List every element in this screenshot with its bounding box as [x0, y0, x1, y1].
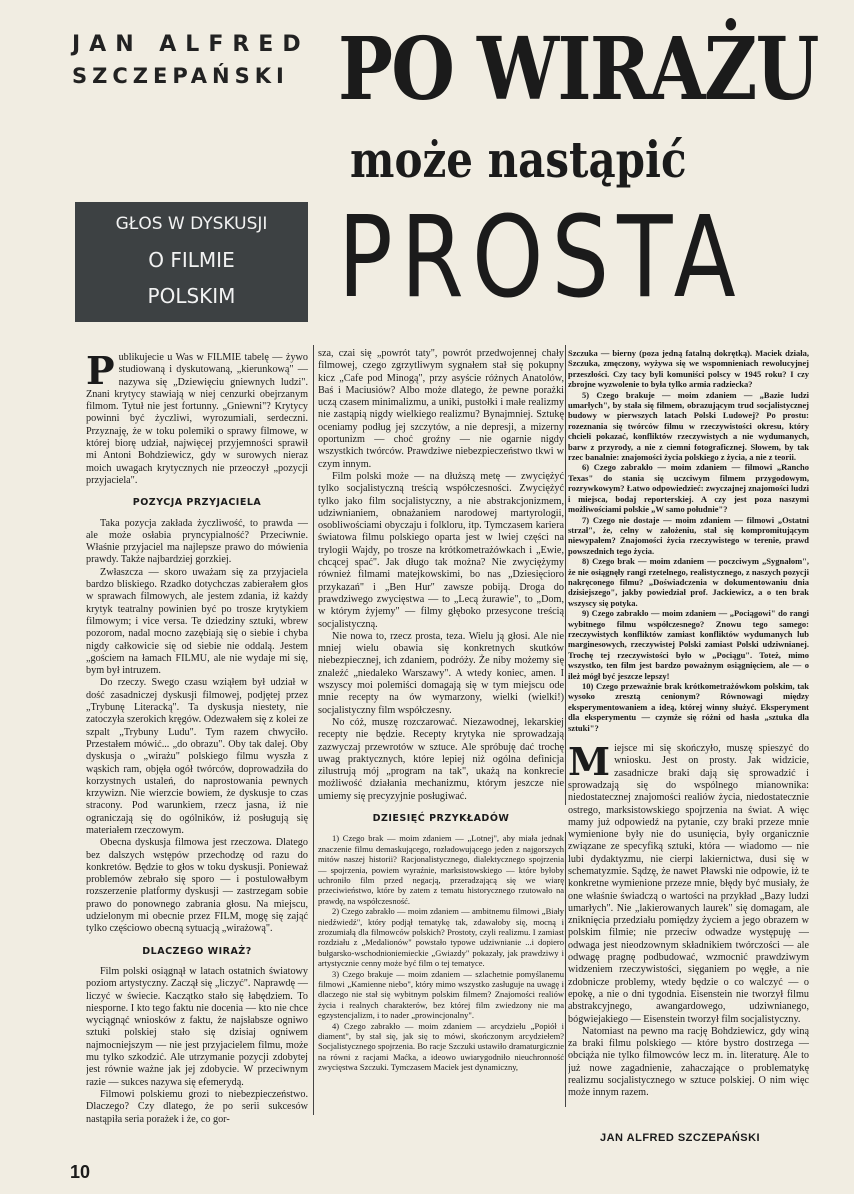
- discussion-label-line-1: GŁOS W DYSKUSJI: [115, 214, 268, 234]
- author-name: [72, 30, 312, 92]
- column-rule-2: [565, 345, 566, 805]
- headline-line-1: PO WIRAŻU: [338, 19, 818, 120]
- section-heading: DZIESIĘĆ PRZYKŁADÓW: [372, 812, 510, 824]
- numbered-item: 2) Czego zabrakło — moim zdaniem — ambitnemu filmowi „Biały niedźwiedź", który podjął tematykę tak, zdawałoby się, mocną i zrozumiałą dla filmowców polskich? Prostoty, czyli realizmu. I zamiast rozdziału z „Medalionów" powstało typowe udziwnianie ...i dopiero bułgarsko-wschodnioniemieckie „Gwiazdy" pokazały, jak prawdziwy i artystycznie cenny może być film o tej tematyce.: [318, 906, 564, 969]
- discussion-label-box: [75, 202, 308, 322]
- headline-line-3: PROSTA: [338, 193, 744, 323]
- column-rule-3: [565, 832, 566, 1107]
- page-number: 10: [70, 1162, 91, 1182]
- paragraph: No cóż, muszę rozczarować. Niezawodnej, lekarskiej recepty nie będzie. Recepty krytyka nie sprowadzają zazwyczaj przewrotów w sztuce. Ale spróbuję dać trochę uwag praktycznych, które lepiej niż ogólna definicja zilustrują mój „program na tak", ukażą na konkrecie możliwość działania mechanizmu, którym jeszcze nie umiemy się precyzyjnie posługiwać.: [318, 716, 564, 802]
- paragraph: Nie nowa to, rzecz prosta, teza. Wielu ją głosi. Ale nie mniej wielu obawia się konkretnych skutków niebezpiecznej, ich zdaniem, podróży. Że niby możemy się znaleźć „niedaleko Warszawy". A wtedy koniec, amen. I wszyscy moi polemiści domagają się w tym miejscu ode mnie recepty na ów wymarzony, wielki (wielki!) socjalistyczny film współczesny.: [318, 630, 564, 716]
- author-line-1: JAN ALFRED: [72, 32, 310, 57]
- numbered-item: 3) Czego brakuje — moim zdaniem — szlachetnie pomyślanemu filmowi „Kamienne niebo", który mimo wszystko zasługuje na uwagę i dlaczego nie stał się wybitnym polskim filmem? Znajomości realiów życia i realnych charakterów, bez której film zwiedzony nie ma egzystencjalizm, i to nader „prowincjonalny".: [318, 968, 564, 1021]
- drop-cap: M: [568, 739, 611, 785]
- paragraph: Film polski może — na dłuższą metę — zwyciężyć tylko socjalistyczną treścią współczesności. Zwyciężyć tylko jako film socjalistyczny, a nie abstrakcjonizmem, udziwnianiem, obnażaniem narodowej martyrologii, osobliwościami obyczaju i folkloru, itp. Tymczasem kariera światowa filmu polskiego oparta jest w lwiej części na trylogii Wajdy, po trosze na krótkometrażówkach i „Ewie, chcącej spać". Jak długo tak można? Nie zwyciężymy również filmami matejkowskimi, bo nas „Dziesięcioro przykazań" i „Ben Hur" zawsze pobiją. Droga do prawdziwego zwycięstwa — to „Lecą żurawie", to „Dom, w którym żyjemy" — filmy głęboko przesycone treścią socjalistyczną.: [318, 470, 564, 630]
- headline-line-2: może nastąpić: [350, 130, 687, 189]
- paragraph: sza, czai się „powrót taty", powrót przedwojennej chały filmowej, czego zgrzytliwym sygnałem stał się pokupny kicz „Cafe pod Minogą", przy asyście różnych Anatolów, Baś i Maciusiów? Albo może dlatego, że pewne porażki uczą czasem minimalizmu, a uniki, pustołki i małe realizmy nie zastąpią nigdy wielkiego realizmu? Bynajmniej. Sztukę oceniamy podług jej szczytów, a nie depresji, a mizerny oportunizm — choć groźny — nie ogarnie nigdy wszystkich twórców. Prawdziwe niebezpieczeństwo tkwi w czym innym.: [318, 348, 564, 470]
- article-column-3: [568, 348, 809, 1148]
- discussion-label-line-3: POLSKIM: [147, 284, 236, 308]
- author-signature: JAN ALFRED SZCZEPAŃSKI: [600, 1132, 761, 1144]
- numbered-item: 9) Czego zabrakło — moim zdaniem — „Pociągowi" do rangi wybitnego filmu współczesnego? Znowu tego samego: rzeczywistych konfliktów zamiast konfliktów wydumanych lub marginesowych, rzeczywistej Polski zamiast Polski udziwnianej. Trochę tej rzeczywistości było w „Pociągu". Toteż, mimo wszystko, ten film jest bardzo poważnym osiągnięciem, ale — o ileż mógł być jeszcze lepszy!: [568, 608, 809, 681]
- numbered-item: 8) Czego brak — moim zdaniem — poczciwym „Sygnałom", że nie osiągnęły rangi rzetelnego, realistycznego, z naszych pozycji nakręconego filmu? „Doświadczenia w dokumentowaniu dnia dzisiejszego", jakby powiedział prof. Jackiewicz, a o ten brak wszyscy się potyka.: [568, 556, 809, 608]
- drop-cap: P: [86, 352, 115, 393]
- section-heading: POZYCJA PRZYJACIELA: [132, 497, 262, 509]
- paragraph: Natomiast na pewno ma rację Bohdziewicz, gdy winą za braki filmu polskiego — które bystro dostrzega — obciąża nie tylko filmowców lecz m. in. literaturę. Ale to już nowe zagadnienie, zahaczające o problematykę realizmu socjalistycznego w sztuce polskiej. O nim więc może innym razem.: [568, 1025, 809, 1099]
- paragraph: Publikujecie u Was w FILMIE tabelę — żywo studiowaną i dyskutowaną, „kierunkową" — nazywa się „Dziewięciu gniewnych ludzi". Znani krytycy stawiają w niej cenzurki obejrzanym filmom. Tytuł nie jest fortunny. „Gniewni"? Krytycy powinni być życzliwi, wyrozumiali, serdeczni. Przyznaję, że w toku polemiki o sprawy filmowe, w której biorę udział, najwięcej przyjemności sprawił mi Antoni Bohdziewicz, gdy w surowych nieraz moich uwagach krytycznych nie przeoczył „pozycji przyjaciela".: [86, 352, 308, 486]
- numbered-item: 5) Czego brakuje — moim zdaniem — „Bazie ludzi umarłych", by stała się filmem, obrazującym trud socjalistycznej budowy w pierwszych latach Polski Ludowej? Po prostu: rozeznania się twórców filmu w rzeczywistości okresu, który chcieli pokazać, konfliktów rzeczywistych a nie wydumanych, barw z przyrody, a nie z ciemni fotograficznej. Słowem, by tak rzec banalnie: znajomości życia polskiego z życia, a nie z teorii.: [568, 389, 809, 463]
- article-column-2: [318, 348, 564, 1156]
- paragraph: Taka pozycja zakłada życzliwość, to prawda — ale może osłabia pryncypialność? Przeciwnie. Właśnie przyjaciel ma najlepsze prawo do mówienia prawdy. Także najbardziej gorzkiej.: [86, 517, 308, 566]
- paragraph: Do rzeczy. Swego czasu wziąłem był udział w dość zasadniczej dyskusji filmowej, podjętej przez „Trybunę Literacką". Ta dyskusja niestety, nie zatoczyła szerokich kręgów. Odezwałem się z kolei ze szpalt „Trybuny Ludu". Tym razem chwyciło. Przestałem mówić... „do obrazu". Oby tak dalej. Oby dyskusja o „wirażu" polskiego filmu wyszła z wąskich ram, objęła ogół twórców, doprowadziła do korzystnych ustaleń, do naprostowania pewnych krzywizn. Nie wierzcie bowiem, że dyskusje to czas stracony. Pod warunkiem, rzecz jasna, iż nie ograniczają się do ogólników, iż posługują się materiałem rzeczowym.: [86, 677, 308, 836]
- numbered-item: 4) Czego zabrakło — moim zdaniem — arcydziełu „Popiół i diament", by stał się, jak się to mówi, skończonym arcydziełem? Socjalistycznego spojrzenia. Bo racje Szczuki ustawiło dramaturgicznie na równi z racjami Maćka, a ideowo uwiarygodniło nieuchronność zwycięstwa Szczuki. Tymczasem Maciek jest dynamiczny,: [318, 1020, 564, 1073]
- paragraph: Film polski osiągnął w latach ostatnich światowy poziom artystyczny. Zaczął się „liczyć". Naprawdę — liczyć w świecie. Kaczątko stało się łabędziem. To niesporne. I kto tego faktu nie docenia — kto nie chce wyciągnąć wniosków z faktu, że najsłabsze ogniwo sztuki polskiej stało się dzisiaj ogniwem najmocniejszym — nie jest przyjacielem filmu, może mu tylko szkodzić. Ale utrzymanie pozycji zdobytej jest równie ważne jak jej zdobycie. W przeciwnym razie — sukces nazywa się efemerydą.: [86, 965, 308, 1088]
- paragraph: Obecna dyskusja filmowa jest rzeczowa. Dlatego bez dalszych wstępów przechodzę od razu do konkretów. Będzie to głos w toku dyskusji. Ponieważ problemów zebrało się sporo — i postulowałbym rozszerzenie platformy dyskusji — zastrzegam sobie prawo do ponownego zabrania głosu. Na miejscu, udzielonym mi obecnie przez FILM, mogę się zająć tylko częściowo obecną sytuacją „wirażową".: [86, 837, 308, 935]
- paragraph: Zwłaszcza — skoro uważam się za przyjaciela bardzo bliskiego. Rzadko dotychczas zabierałem głos w sprawach filmowych, ale jestem zdania, iż każdy krytyk teatralny powinien być po trosze krytykiem filmowym; i vice versa. Te dziedziny sztuki, wbrew pozorom, nadal mocno zazębiają się o siebie i chyba nigdy całkowicie się od siebie nie oddalą. Jestem „gościem na łamach FILMU, ale nie wydaje mi się, bym był intruzem.: [86, 566, 308, 677]
- numbered-item: Szczuka — bierny (poza jedną fatalną dokrętką). Maciek działa, Szczuka, zmęczony, wyżywa się we wspomnieniach rewolucyjnej przeszłości. Czy tacy byli komuniści polscy w 1945 roku? I czy zbrojne wyzwolenie to była tylko armia radziecka?: [568, 348, 809, 390]
- numbered-item: 6) Czego zabrakło — moim zdaniem — filmowi „Rancho Texas" do stania się uczciwym filmem przygodowym, rozrywkowym? Łatwo odpowiedzieć: zwyczajnej znajomości ludzi i miejsca, bodaj reporterskiej. A czy jest poza naszymi możliwościami polskie „W samo południe"?: [568, 462, 809, 515]
- column-rule-1: [313, 345, 314, 1115]
- discussion-label-line-2: O FILMIE: [148, 248, 235, 272]
- section-heading: DLACZEGO WIRAŻ?: [142, 945, 252, 957]
- numbered-item: 7) Czego nie dostaje — moim zdaniem — filmowi „Ostatni strzał", że, celny w założeniu, stał się kompromitującym niewypałem? Znajomości życia rzeczywistego w terenie, prawd powszednich tego życia.: [568, 514, 809, 556]
- paragraph: Miejsce mi się skończyło, muszę spieszyć do wniosku. Jest on prosty. Jak widzicie, zasadnicze braki dają się sprowadzić i sprowadzają się do wspólnego mianownika: niedostatecznej znajomości realiów życia, niedostatecznie ostrego, marksistowskiego spojrzenia na świat. A więc mamy już odpowiedź na pytanie, czy braki przeze mnie wymienione były nie do usunięcia, były organicznie związane ze specyfiką sztuki, która — wiadomo — nie lubi dydaktyzmu, nie cierpi lakiernictwa, dusi się w schematyzmie. Sądzę, że nawet Pławski nie odpowie, iż te konkretne wymienione przeze mnie, błędy być musiały, że one właśnie świadczą o wartości na przykład „Bazy ludzi umarłych". Nie „lakierowanych laurek" się domagam, ale zniknięcia przedziału pomiędzy życiem a jego obrazem w polskim filmie; nie przeciw odwadze występuję — odwaga jest nieodzownym składnikiem twórczości — ale odwagę pragnę podbudować, wzmocnić prawdziwym widzeniem rzeczywistości, sięganiem po węgłe, a nie zdobnicze problemy, wtedy będzie o co walczyć — o epokę, a nie o dni tygodnia. Eisenstein nie tworzył filmu abstrakcyjnego, awangardowego, udziwnianego, bógwiejakiego — Eisenstein tworzył film socjalistyczny.: [568, 739, 809, 1025]
- paragraph: Filmowi polskiemu grozi to niebezpieczeństwo. Dlaczego? Czy dlatego, że po serii sukcesów nastąpiła seria porażek i że, co gor-: [86, 1088, 308, 1125]
- numbered-item: 10) Czego przeważnie brak krótkometrażówkom polskim, tak wysoko zresztą cenionym? Równowagi między eksperymentowaniem a ideą, której winny służyć. Eksperyment dla eksperymentu — czymże się różni od hasła „sztuka dla sztuki"?: [568, 681, 809, 733]
- article-column-1: [86, 352, 308, 1160]
- author-line-2: SZCZEPAŃSKI: [72, 64, 289, 88]
- numbered-item: 1) Czego brak — moim zdaniem — „Lotnej", aby miała jednak znaczenie filmu demaskującego, rozładowującego jeden z najgorszych mitów naszej historii? Racjonalistycznego, dialektycznego spojrzenia — spojrzenia, powiem wyraźnie, marksistowskiego — które byłoby uchroniło film przed negacją, przeradzającą się we wiarę przeciwieństwo, które by zatem z tematu historycznego rzutowało na prawdę, na współczesność.: [318, 833, 564, 906]
